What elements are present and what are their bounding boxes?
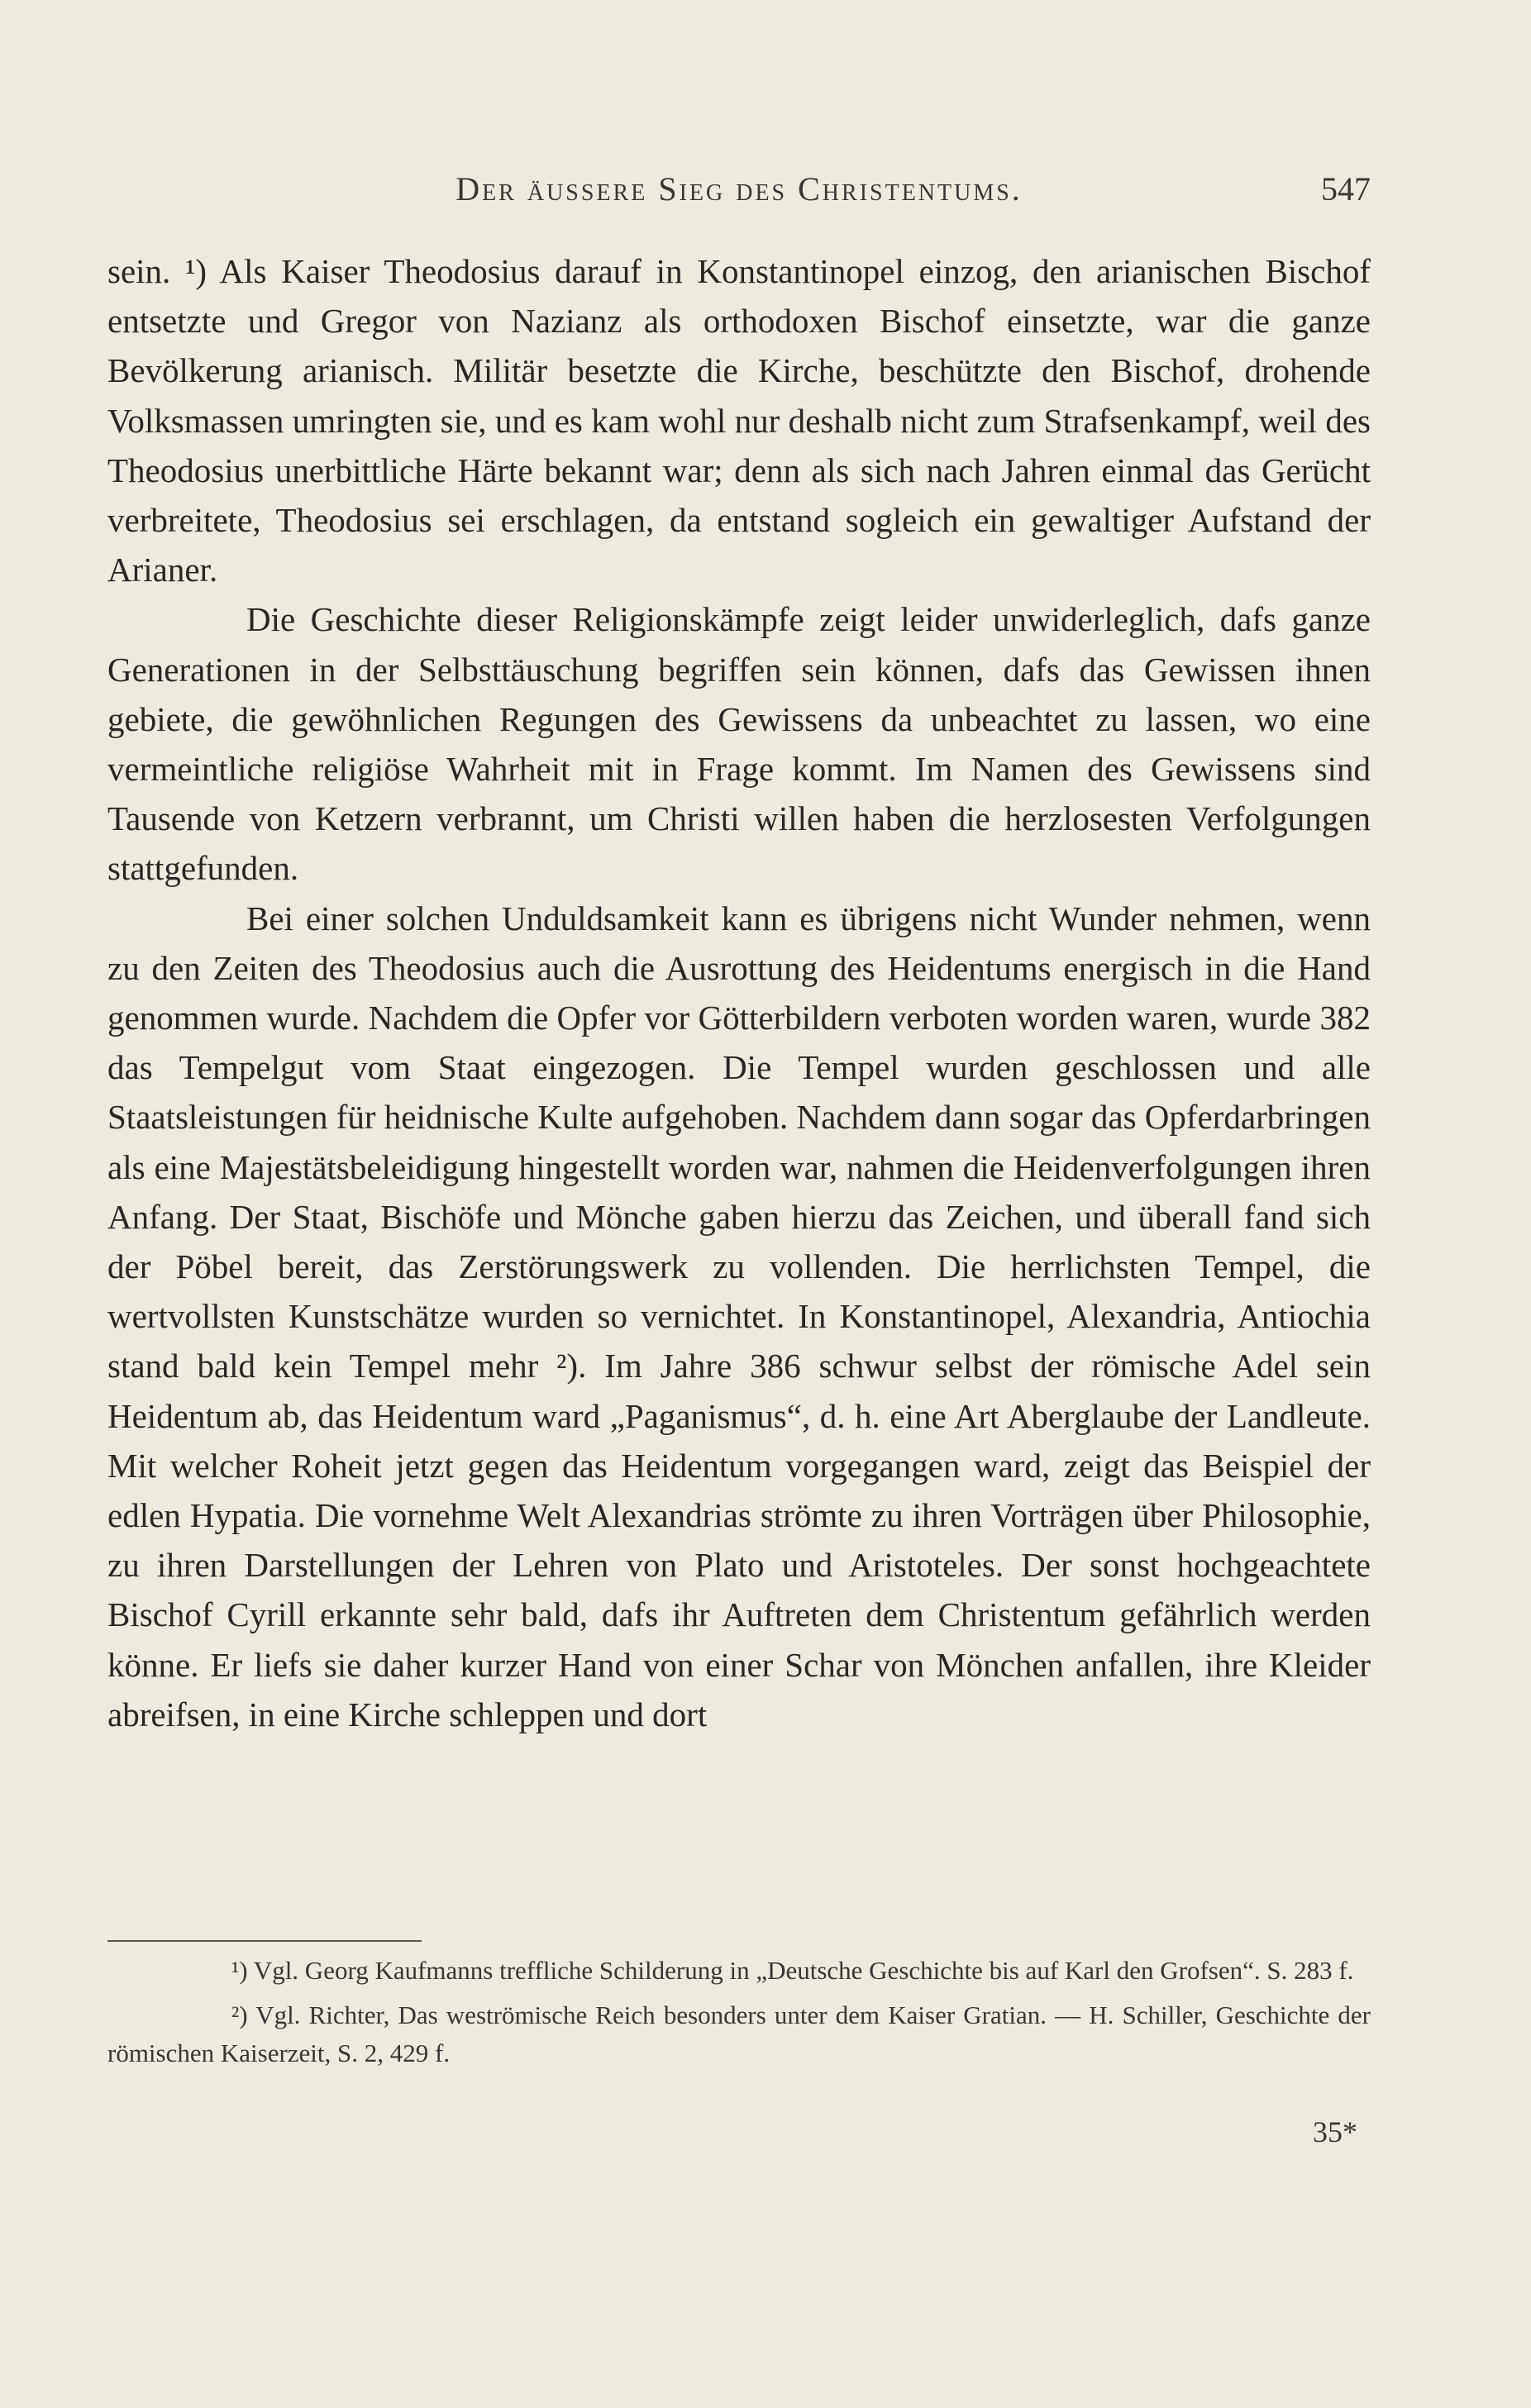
paragraph: Bei einer solchen Unduldsamkeit kann es übrigens nicht Wunder nehmen, wenn zu den Zeiten des Theodosius auch die Ausrottung des Heidentums energisch in die Hand genommen wurde. Nachdem die Opfer vor Götterbildern verboten worden waren, wurde 382 das Tempelgut vom Staat eingezogen. Die Tempel wurden geschlossen und alle Staatsleistungen für heidnische Kulte aufgehoben. Nachdem dann sogar das Opferdarbringen als eine Majestätsbeleidigung hingestellt worden war, nahmen die Heidenverfolgungen ihren Anfang. Der Staat, Bischöfe und Mönche gaben hierzu das Zeichen, und überall fand sich der Pöbel bereit, das Zerstörungswerk zu vollenden. Die herrlichsten Tempel, die wertvollsten Kunstschätze wurden so vernichtet. In Konstantinopel, Alexandria, Antiochia stand bald kein Tempel mehr ²). Im Jahre 386 schwur selbst der römische Adel sein Heidentum ab, das Heidentum ward „Paganismus“, d. h. eine Art Aberglaube der Landleute. Mit welcher Roheit jetzt gegen das Heidentum vorgegangen ward, zeigt das Beispiel der edlen Hypatia. Die vornehme Welt Alexandrias strömte zu ihren Vorträgen über Philosophie, zu ihren Darstellungen der Lehren von Plato und Aristoteles. Der sonst hochgeachtete Bischof Cyrill erkannte sehr bald, dafs ihr Auftreten dem Christentum gefährlich werden könne. Er liefs sie daher kurzer Hand von einer Schar von Mönchen anfallen, ihre Kleider abreifsen, in eine Kirche schleppen und dort — [107, 899, 1371, 1733]
page-header — [107, 169, 1371, 219]
footnote: ¹) Vgl. Georg Kaufmanns treffliche Schilderung in „Deutsche Geschichte bis auf Karl den Grofsen“. S. 283 f. — [231, 1956, 1354, 1985]
main-text — [107, 246, 1371, 1739]
footnote-divider — [107, 1940, 422, 1942]
running-title: Der äussere Sieg des Christentums. — [455, 170, 1023, 207]
page-number: 547 — [1321, 170, 1371, 207]
paragraph: Die Geschichte dieser Religionskämpfe zeigt leider unwiderleglich, dafs ganze Generationen in der Selbsttäuschung begriffen sein können, dafs das Gewissen ihnen gebiete, die gewöhnlichen Regungen des Gewissens da unbeachtet zu lassen, wo eine vermeintliche religiöse Wahrheit mit in Frage kommt. Im Namen des Gewissens sind Tausende von Ketzern verbrannt, um Christi willen haben die herzlosesten Verfolgungen stattgefunden. — [107, 600, 1371, 888]
signature-mark: 35* — [1313, 2115, 1357, 2148]
footnote: ²) Vgl. Richter, Das weströmische Reich besonders unter dem Kaiser Gratian. — H. Schiller, Geschichte der römischen Kaiserzeit, S. 2, 429 f. — [107, 2000, 1371, 2067]
paragraph: sein. ¹) Als Kaiser Theodosius darauf in Konstantinopel einzog, den arianischen Bischof entsetzte und Gregor von Nazianz als orthodoxen Bischof einsetzte, war die ganze Bevölkerung arianisch. Militär besetzte die Kirche, beschützte den Bischof, drohende Volksmassen umringten sie, und es kam wohl nur deshalb nicht zum Strafsenkampf, weil des Theodosius unerbittliche Härte bekannt war; denn als sich nach Jahren einmal das Gerücht verbreitete, Theodosius sei erschlagen, da entstand sogleich ein gewaltiger Aufstand der Arianer. — [107, 252, 1371, 589]
footnotes — [107, 1952, 1371, 2079]
